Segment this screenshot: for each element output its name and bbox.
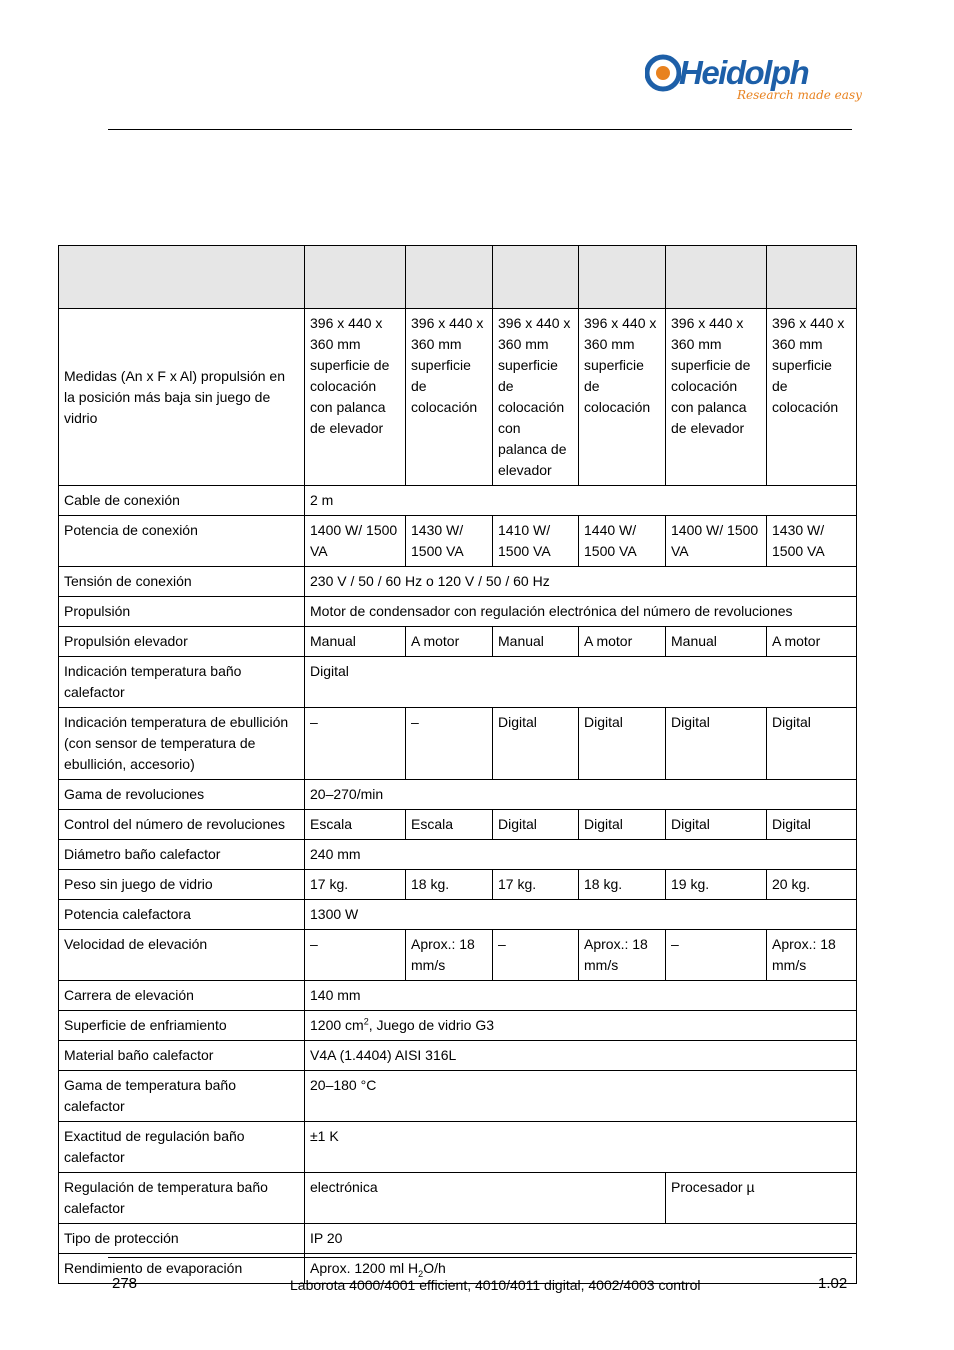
table-cell: Manual xyxy=(305,627,406,657)
table-cell: Manual xyxy=(666,627,767,657)
header-cell xyxy=(493,246,579,309)
table-cell: 1430 W/ 1500 VA xyxy=(406,516,493,567)
table-cell: Digital xyxy=(579,810,666,840)
table-cell: Digital xyxy=(767,708,857,780)
table-cell: 396 x 440 x 360 mm superficie de colocación xyxy=(767,309,857,486)
table-cell: 396 x 440 x 360 mm superficie de colocación con palanca de elevador xyxy=(666,309,767,486)
cell-text: O/h xyxy=(423,1260,446,1276)
table-cell: – xyxy=(305,708,406,780)
table-cell: Digital xyxy=(493,708,579,780)
row-label: Carrera de elevación xyxy=(59,981,305,1011)
table-cell: – xyxy=(305,930,406,981)
table-cell: Digital xyxy=(579,708,666,780)
table-cell: Digital xyxy=(666,810,767,840)
document-title: Laborota 4000/4001 efficient, 4010/4011 digital, 4002/4003 control xyxy=(290,1277,701,1293)
table-row xyxy=(59,1011,857,1041)
table-row xyxy=(59,627,857,657)
logo-emblem-icon xyxy=(645,54,681,94)
row-label: Material baño calefactor xyxy=(59,1041,305,1071)
row-label: Medidas (An x F x Al) propulsión en la posición más baja sin juego de vidrio xyxy=(59,309,305,486)
table-row xyxy=(59,870,857,900)
row-label: Potencia de conexión xyxy=(59,516,305,567)
table-cell: 140 mm xyxy=(305,981,857,1011)
table-cell: 1440 W/ 1500 VA xyxy=(579,516,666,567)
table-cell: A motor xyxy=(579,627,666,657)
row-label: Gama de revoluciones xyxy=(59,780,305,810)
row-label: Regulación de temperatura baño calefactor xyxy=(59,1173,305,1224)
table-cell: 19 kg. xyxy=(666,870,767,900)
table-cell: Digital xyxy=(666,708,767,780)
table-cell: IP 20 xyxy=(305,1224,857,1254)
logo-wordmark: Heidolph xyxy=(679,54,809,91)
table-cell: ±1 K xyxy=(305,1122,857,1173)
table-row xyxy=(59,1173,857,1224)
heidolph-logo xyxy=(645,52,860,114)
table-cell: V4A (1.4404) AISI 316L xyxy=(305,1041,857,1071)
table-cell: 20 kg. xyxy=(767,870,857,900)
header-cell xyxy=(406,246,493,309)
row-label: Gama de temperatura baño calefactor xyxy=(59,1071,305,1122)
footer-rule xyxy=(108,1257,852,1258)
table-cell: 1430 W/ 1500 VA xyxy=(767,516,857,567)
table-cell: 240 mm xyxy=(305,840,857,870)
specification-table xyxy=(58,245,857,1284)
row-label: Diámetro baño calefactor xyxy=(59,840,305,870)
page-number: 278 xyxy=(112,1275,138,1292)
header-rule xyxy=(108,129,852,130)
table-row xyxy=(59,486,857,516)
row-label: Superficie de enfriamiento xyxy=(59,1011,305,1041)
superscript: 2 xyxy=(363,1016,369,1027)
table-cell: 1400 W/ 1500 VA xyxy=(666,516,767,567)
table-cell: 20–270/min xyxy=(305,780,857,810)
table-row xyxy=(59,516,857,567)
table-cell: 17 kg. xyxy=(493,870,579,900)
header-cell xyxy=(59,246,305,309)
table-cell: 396 x 440 x 360 mm superficie de colocación con palanca de elevador xyxy=(305,309,406,486)
table-cell: Aprox.: 18 mm/s xyxy=(579,930,666,981)
table-cell: 396 x 440 x 360 mm superficie de colocación con palanca de elevador xyxy=(493,309,579,486)
table-row xyxy=(59,1122,857,1173)
table-cell: 18 kg. xyxy=(579,870,666,900)
table-row xyxy=(59,309,857,486)
table-row xyxy=(59,1041,857,1071)
row-label: Control del número de revoluciones xyxy=(59,810,305,840)
header-cell xyxy=(579,246,666,309)
row-label: Propulsión elevador xyxy=(59,627,305,657)
table-row xyxy=(59,597,857,627)
table-row xyxy=(59,1071,857,1122)
table-cell: 1400 W/ 1500 VA xyxy=(305,516,406,567)
table-row xyxy=(59,567,857,597)
header-cell xyxy=(767,246,857,309)
row-label: Indicación temperatura baño calefactor xyxy=(59,657,305,708)
table-row xyxy=(59,810,857,840)
table-header-row xyxy=(59,246,857,309)
table-cell: 20–180 °C xyxy=(305,1071,857,1122)
table-cell: Digital xyxy=(493,810,579,840)
cell-text: Aprox. 1200 ml H xyxy=(310,1260,419,1276)
table-row xyxy=(59,708,857,780)
table-cell: 1300 W xyxy=(305,900,857,930)
row-label: Propulsión xyxy=(59,597,305,627)
header-cell xyxy=(666,246,767,309)
table-cell: Escala xyxy=(406,810,493,840)
table-cell: 396 x 440 x 360 mm superficie de colocación xyxy=(406,309,493,486)
table-cell: Aprox.: 18 mm/s xyxy=(406,930,493,981)
row-label: Velocidad de elevación xyxy=(59,930,305,981)
table-row xyxy=(59,780,857,810)
logo-tagline: Research made easy xyxy=(737,88,862,102)
table-cell xyxy=(305,1011,857,1041)
table-cell: Motor de condensador con regulación electrónica del número de revoluciones xyxy=(305,597,857,627)
table-cell: 396 x 440 x 360 mm superficie de colocación xyxy=(579,309,666,486)
table-row xyxy=(59,981,857,1011)
row-label: Peso sin juego de vidrio xyxy=(59,870,305,900)
table-cell: A motor xyxy=(406,627,493,657)
cell-text: , Juego de vidrio G3 xyxy=(368,1017,495,1033)
table-row xyxy=(59,657,857,708)
version-number: 1.02 xyxy=(818,1275,848,1292)
table-cell: 230 V / 50 / 60 Hz o 120 V / 50 / 60 Hz xyxy=(305,567,857,597)
table-row xyxy=(59,840,857,870)
row-label: Rendimiento de evaporación xyxy=(59,1254,305,1284)
table-cell: Manual xyxy=(493,627,579,657)
table-cell: Escala xyxy=(305,810,406,840)
table-cell: Procesador µ xyxy=(666,1173,857,1224)
table-row xyxy=(59,900,857,930)
row-label: Indicación temperatura de ebullición (con sensor de temperatura de ebullición, accesorio) xyxy=(59,708,305,780)
table-cell: 2 m xyxy=(305,486,857,516)
table-cell: – xyxy=(406,708,493,780)
table-row xyxy=(59,1224,857,1254)
cell-text: 1200 cm xyxy=(310,1017,364,1033)
row-label: Tensión de conexión xyxy=(59,567,305,597)
table-cell: electrónica xyxy=(305,1173,666,1224)
row-label: Potencia calefactora xyxy=(59,900,305,930)
table-cell: 1410 W/ 1500 VA xyxy=(493,516,579,567)
table-cell: Digital xyxy=(767,810,857,840)
row-label: Exactitud de regulación baño calefactor xyxy=(59,1122,305,1173)
table-cell: Aprox.: 18 mm/s xyxy=(767,930,857,981)
table-cell: – xyxy=(666,930,767,981)
row-label: Tipo de protección xyxy=(59,1224,305,1254)
table-cell: – xyxy=(493,930,579,981)
subscript: 2 xyxy=(418,1268,424,1279)
table-cell: A motor xyxy=(767,627,857,657)
table-cell: Digital xyxy=(305,657,857,708)
header-cell xyxy=(305,246,406,309)
table-cell: 18 kg. xyxy=(406,870,493,900)
table-row xyxy=(59,930,857,981)
row-label: Cable de conexión xyxy=(59,486,305,516)
table-cell: 17 kg. xyxy=(305,870,406,900)
